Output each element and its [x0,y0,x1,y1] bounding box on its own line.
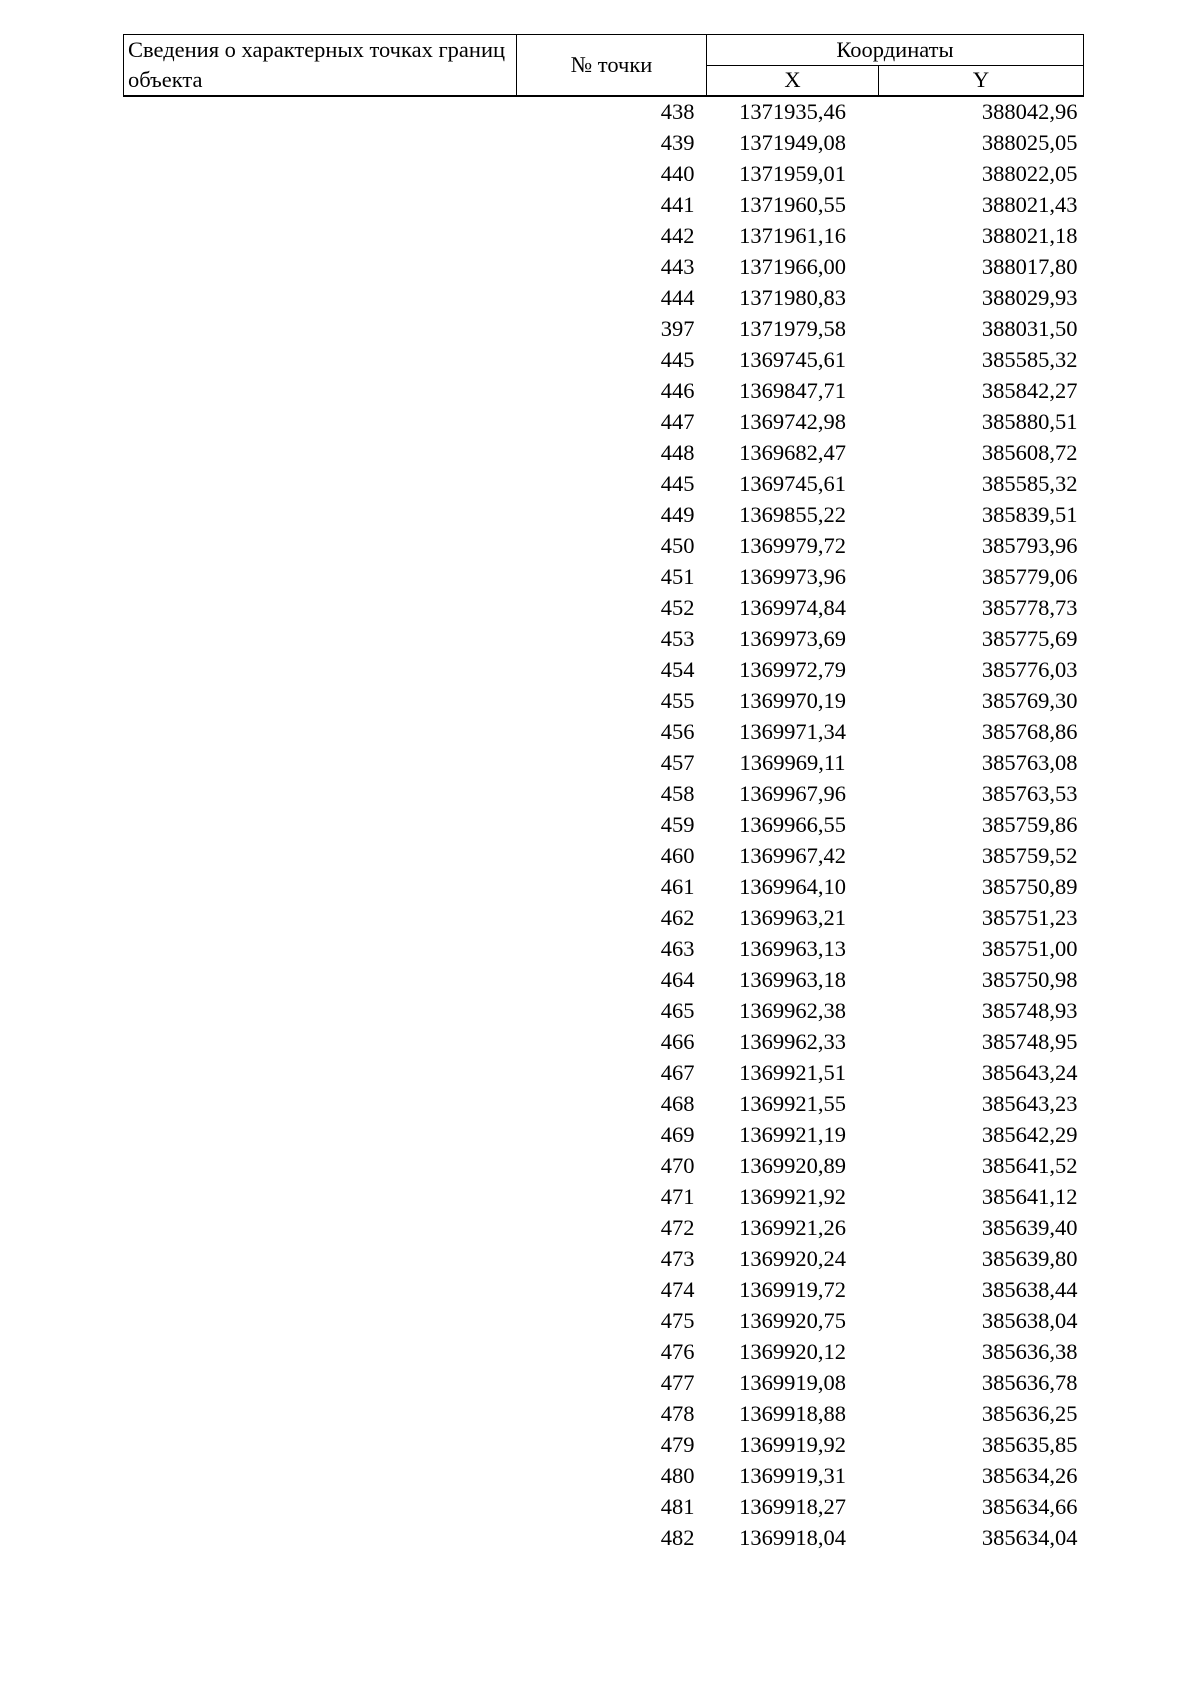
info-cell [124,1120,517,1151]
info-cell [124,500,517,531]
info-cell [124,934,517,965]
point-number-cell: 446 [660,378,695,404]
x-coordinate-cell: 1369918,04 [739,1525,846,1551]
y-coordinate-cell: 385776,03 [981,657,1078,683]
x-coordinate-cell: 1369920,75 [739,1308,846,1334]
x-coordinate-cell: 1369969,11 [739,750,846,776]
info-cell [124,810,517,841]
table-row [124,1089,1084,1120]
point-number-cell: 440 [660,161,695,187]
y-coordinate-cell: 385634,66 [981,1494,1078,1520]
info-cell [124,1027,517,1058]
table-row [124,810,1084,841]
x-coordinate-cell: 1369918,88 [739,1401,846,1427]
point-number-cell: 453 [660,626,695,652]
point-number-cell: 445 [660,347,695,373]
info-cell [124,345,517,376]
x-coordinate-cell: 1371961,16 [739,223,846,249]
info-cell [124,841,517,872]
y-coordinate-cell: 385638,04 [981,1308,1078,1334]
table-row [124,965,1084,996]
info-cell [124,903,517,934]
point-number-cell: 466 [660,1029,695,1055]
y-coordinate-cell: 385642,29 [981,1122,1078,1148]
coordinates-table [123,34,1084,1554]
table-row [124,779,1084,810]
info-cell [124,1151,517,1182]
y-coordinate-cell: 388021,43 [981,192,1078,218]
x-coordinate-cell: 1369921,26 [739,1215,846,1241]
y-coordinate-cell: 385634,04 [981,1525,1078,1551]
x-coordinate-cell: 1369962,38 [739,998,846,1024]
table-row [124,1306,1084,1337]
y-coordinate-cell: 388025,05 [981,130,1078,156]
info-cell [124,996,517,1027]
table-row [124,252,1084,283]
x-coordinate-cell: 1371935,46 [739,99,846,125]
y-coordinate-cell: 385880,51 [981,409,1078,435]
y-coordinate-cell: 388042,96 [981,99,1078,125]
point-number-cell: 443 [660,254,695,280]
point-number-cell: 463 [660,936,695,962]
x-coordinate-cell: 1369970,19 [739,688,846,714]
table-row [124,655,1084,686]
point-number-cell: 481 [660,1494,695,1520]
x-coordinate-cell: 1369973,69 [739,626,846,652]
y-coordinate-cell: 385643,24 [981,1060,1078,1086]
y-coordinate-cell: 388029,93 [981,285,1078,311]
y-coordinate-cell: 385751,23 [981,905,1078,931]
table-row [124,376,1084,407]
x-coordinate-cell: 1369966,55 [739,812,846,838]
x-coordinate-cell: 1369972,79 [739,657,846,683]
x-coordinate-cell: 1369745,61 [739,347,846,373]
table-row [124,1120,1084,1151]
y-coordinate-cell: 385768,86 [981,719,1078,745]
info-cell [124,748,517,779]
x-coordinate-cell: 1369973,96 [739,564,846,590]
x-coordinate-cell: 1369682,47 [739,440,846,466]
info-cell [124,96,517,128]
info-cell [124,1399,517,1430]
point-number-cell: 442 [660,223,695,249]
point-number-cell: 479 [660,1432,695,1458]
y-coordinate-cell: 385778,73 [981,595,1078,621]
table-row [124,531,1084,562]
info-cell [124,717,517,748]
x-coordinate-cell: 1369919,72 [739,1277,846,1303]
x-coordinate-cell: 1369920,89 [739,1153,846,1179]
x-coordinate-cell: 1369921,51 [739,1060,846,1086]
table-header [124,35,1084,97]
point-number-cell: 471 [660,1184,695,1210]
info-cell [124,686,517,717]
x-coordinate-cell: 1369979,72 [739,533,846,559]
table-row [124,345,1084,376]
info-cell [124,314,517,345]
y-coordinate-cell: 385638,44 [981,1277,1078,1303]
y-coordinate-cell: 385759,86 [981,812,1078,838]
info-cell [124,624,517,655]
y-column-header: Y [879,66,1084,97]
y-coordinate-cell: 385639,40 [981,1215,1078,1241]
y-coordinate-cell: 385751,00 [981,936,1078,962]
point-number-cell: 472 [660,1215,695,1241]
info-cell [124,1523,517,1554]
info-cell [124,283,517,314]
table-row [124,1430,1084,1461]
x-coordinate-cell: 1369855,22 [739,502,846,528]
point-number-header: № точки [517,35,707,97]
x-coordinate-cell: 1371949,08 [739,130,846,156]
y-coordinate-cell: 385842,27 [981,378,1078,404]
info-cell [124,190,517,221]
table-row [124,1275,1084,1306]
x-coordinate-cell: 1369921,19 [739,1122,846,1148]
table-row [124,1213,1084,1244]
table-row [124,1058,1084,1089]
point-number-cell: 397 [660,316,695,342]
table-row [124,159,1084,190]
point-number-cell: 469 [660,1122,695,1148]
table-row [124,1151,1084,1182]
table-row [124,872,1084,903]
point-number-cell: 482 [660,1525,695,1551]
x-coordinate-cell: 1369964,10 [739,874,846,900]
y-coordinate-cell: 388031,50 [981,316,1078,342]
point-number-cell: 474 [660,1277,695,1303]
table-row [124,1368,1084,1399]
x-coordinate-cell: 1369967,42 [739,843,846,869]
x-coordinate-cell: 1369967,96 [739,781,846,807]
info-cell [124,1058,517,1089]
table-row [124,1523,1084,1554]
point-number-cell: 441 [660,192,695,218]
point-number-cell: 473 [660,1246,695,1272]
y-coordinate-cell: 385779,06 [981,564,1078,590]
point-number-cell: 468 [660,1091,695,1117]
point-number-cell: 449 [660,502,695,528]
info-cell [124,593,517,624]
table-row [124,996,1084,1027]
y-coordinate-cell: 385750,98 [981,967,1078,993]
info-cell [124,1182,517,1213]
x-coordinate-cell: 1369920,12 [739,1339,846,1365]
y-coordinate-cell: 385759,52 [981,843,1078,869]
info-cell [124,469,517,500]
table-row [124,1399,1084,1430]
x-coordinate-cell: 1369919,31 [739,1463,846,1489]
info-cell [124,1337,517,1368]
info-cell [124,128,517,159]
point-number-cell: 464 [660,967,695,993]
y-coordinate-cell: 385608,72 [981,440,1078,466]
info-cell [124,965,517,996]
y-coordinate-cell: 388022,05 [981,161,1078,187]
point-number-cell: 465 [660,998,695,1024]
point-number-cell: 458 [660,781,695,807]
info-cell [124,221,517,252]
y-coordinate-cell: 385641,12 [981,1184,1078,1210]
info-cell [124,872,517,903]
x-coordinate-cell: 1369971,34 [739,719,846,745]
table-row [124,593,1084,624]
y-coordinate-cell: 385643,23 [981,1091,1078,1117]
point-number-cell: 448 [660,440,695,466]
y-coordinate-cell: 385763,08 [981,750,1078,776]
point-number-cell: 476 [660,1339,695,1365]
point-number-cell: 454 [660,657,695,683]
x-coordinate-cell: 1371966,00 [739,254,846,280]
x-column-header: X [707,66,879,97]
y-coordinate-cell: 388017,80 [981,254,1078,280]
table-row [124,1244,1084,1275]
x-coordinate-cell: 1371960,55 [739,192,846,218]
point-number-cell: 452 [660,595,695,621]
table-row [124,624,1084,655]
y-coordinate-cell: 385634,26 [981,1463,1078,1489]
x-coordinate-cell: 1369963,21 [739,905,846,931]
table-row [124,314,1084,345]
table-row [124,1182,1084,1213]
y-coordinate-cell: 385639,80 [981,1246,1078,1272]
point-number-cell: 439 [660,130,695,156]
coordinates-header: Координаты [707,35,1084,66]
info-cell [124,438,517,469]
info-cell [124,1244,517,1275]
x-coordinate-cell: 1369745,61 [739,471,846,497]
y-coordinate-cell: 385748,95 [981,1029,1078,1055]
table-row [124,283,1084,314]
point-number-cell: 456 [660,719,695,745]
table-row [124,221,1084,252]
x-coordinate-cell: 1371979,58 [739,316,846,342]
x-coordinate-cell: 1369847,71 [739,378,846,404]
table-row [124,841,1084,872]
point-number-cell: 445 [660,471,695,497]
table-row [124,562,1084,593]
point-number-cell: 480 [660,1463,695,1489]
point-number-cell: 477 [660,1370,695,1396]
table-row [124,903,1084,934]
x-coordinate-cell: 1369919,92 [739,1432,846,1458]
info-cell [124,252,517,283]
info-cell [124,159,517,190]
table-row [124,748,1084,779]
point-number-cell: 450 [660,533,695,559]
x-coordinate-cell: 1369921,55 [739,1091,846,1117]
info-cell [124,1089,517,1120]
point-number-cell: 462 [660,905,695,931]
y-coordinate-cell: 385750,89 [981,874,1078,900]
point-number-cell: 447 [660,409,695,435]
info-cell [124,531,517,562]
x-coordinate-cell: 1369920,24 [739,1246,846,1272]
x-coordinate-cell: 1369963,18 [739,967,846,993]
table-row [124,934,1084,965]
info-cell [124,407,517,438]
table-row [124,190,1084,221]
y-coordinate-cell: 385775,69 [981,626,1078,652]
info-cell [124,1275,517,1306]
y-coordinate-cell: 385585,32 [981,471,1078,497]
table-body [124,96,1084,1554]
point-number-cell: 470 [660,1153,695,1179]
point-number-cell: 461 [660,874,695,900]
info-cell [124,1368,517,1399]
table-row [124,1492,1084,1523]
y-coordinate-cell: 385641,52 [981,1153,1078,1179]
x-coordinate-cell: 1369742,98 [739,409,846,435]
table-row [124,500,1084,531]
point-number-cell: 460 [660,843,695,869]
point-number-cell: 467 [660,1060,695,1086]
table-row [124,407,1084,438]
y-coordinate-cell: 385839,51 [981,502,1078,528]
table-row [124,128,1084,159]
info-cell [124,1213,517,1244]
table-row [124,438,1084,469]
y-coordinate-cell: 385636,38 [981,1339,1078,1365]
y-coordinate-cell: 385636,78 [981,1370,1078,1396]
info-cell [124,779,517,810]
boundary-points-info-header: Сведения о характерных точках границ объекта [124,35,517,97]
table-row [124,1337,1084,1368]
info-cell [124,1430,517,1461]
x-coordinate-cell: 1369919,08 [739,1370,846,1396]
info-cell [124,376,517,407]
point-number-cell: 475 [660,1308,695,1334]
y-coordinate-cell: 385636,25 [981,1401,1078,1427]
y-coordinate-cell: 385769,30 [981,688,1078,714]
x-coordinate-cell: 1371980,83 [739,285,846,311]
y-coordinate-cell: 385585,32 [981,347,1078,373]
point-number-cell: 457 [660,750,695,776]
point-number-cell: 438 [660,99,695,125]
x-coordinate-cell: 1369918,27 [739,1494,846,1520]
x-coordinate-cell: 1369962,33 [739,1029,846,1055]
table-row [124,1027,1084,1058]
x-coordinate-cell: 1369921,92 [739,1184,846,1210]
table-row [124,469,1084,500]
table-row [124,1461,1084,1492]
info-cell [124,1492,517,1523]
info-cell [124,1306,517,1337]
y-coordinate-cell: 385748,93 [981,998,1078,1024]
point-number-cell: 451 [660,564,695,590]
y-coordinate-cell: 385635,85 [981,1432,1078,1458]
point-number-cell: 455 [660,688,695,714]
info-cell [124,562,517,593]
table-row [124,96,1084,128]
info-cell [124,1461,517,1492]
y-coordinate-cell: 388021,18 [981,223,1078,249]
x-coordinate-cell: 1371959,01 [739,161,846,187]
y-coordinate-cell: 385793,96 [981,533,1078,559]
point-number-cell: 478 [660,1401,695,1427]
point-number-cell: 459 [660,812,695,838]
table-row [124,686,1084,717]
y-coordinate-cell: 385763,53 [981,781,1078,807]
info-cell [124,655,517,686]
x-coordinate-cell: 1369974,84 [739,595,846,621]
point-number-cell: 444 [660,285,695,311]
table-row [124,717,1084,748]
x-coordinate-cell: 1369963,13 [739,936,846,962]
